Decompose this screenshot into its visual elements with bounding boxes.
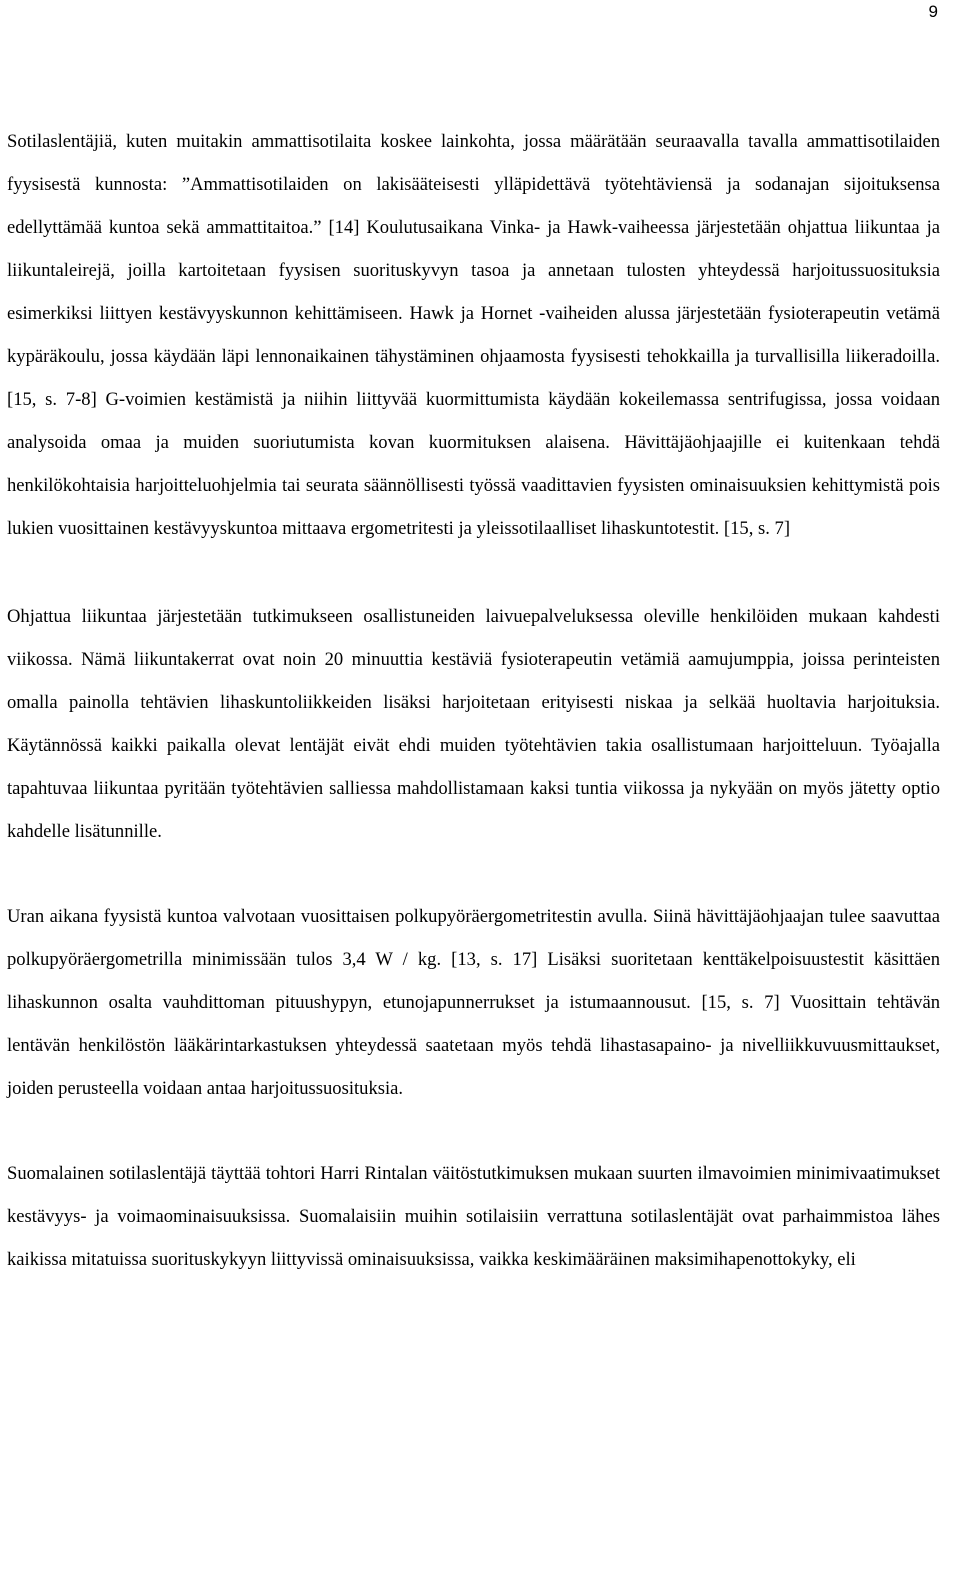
paragraph-3: Uran aikana fyysistä kuntoa valvotaan vuosittaisen polkupyöräergometritestin avulla. Siinä hävittäjäohjaajan tulee saavuttaa polkupyöräergometrilla minimissään tulos 3,4 W / kg. [13, s. 17] Lisäksi suoritetaan kenttäkelpoisuustestit käsittäen lihaskunnon osalta vauhdittoman pituushypyn, etunojapunnerrukset ja istumaannousut. [15, s. 7] Vuosittain tehtävän lentävän henkilöstön lääkärintarkastuksen yhteydessä saatetaan myös tehdä lihastasapaino- ja nivelliikkuvuusmittaukset, joiden perusteella voidaan antaa harjoitussuosituksia. bbox=[7, 906, 940, 1099]
page-number: 9 bbox=[928, 2, 938, 21]
paragraph-2: Ohjattua liikuntaa järjestetään tutkimukseen osallistuneiden laivuepalveluksessa oleville henkilöiden mukaan kahdesti viikossa. Nämä liikuntakerrat ovat noin 20 minuuttia kestäviä fysioterapeutin vetämiä aamujumppia, joissa perinteisten omalla painolla tehtävien lihaskuntoliikkeiden lisäksi harjoitetaan erityisesti niskaa ja selkää huoltavia harjoituksia. Käytännössä kaikki paikalla olevat lentäjät eivät ehdi muiden työtehtävien takia osallistumaan harjoitteluun. Työajalla tapahtuvaa liikuntaa pyritään työtehtävien salliessa mahdollistamaan kaksi tuntia viikossa ja nykyään on myös jätetty optio kahdelle lisätunnille. bbox=[7, 606, 940, 842]
paragraph-4: Suomalainen sotilaslentäjä täyttää tohtori Harri Rintalan väitöstutkimuksen mukaan suurten ilmavoimien minimivaatimukset kestävyys- ja voimaominaisuuksissa. Suomalaisiin muihin sotilaisiin verrattuna sotilaslentäjät ovat parhaimmistoa lähes kaikissa mitatuissa suorituskykyyn liittyvissä ominaisuuksissa, vaikka keskimääräinen maksimihapenottokyky, eli bbox=[7, 1163, 940, 1270]
paragraph-1: Sotilaslentäjiä, kuten muitakin ammattisotilaita koskee lainkohta, jossa määrätään seuraavalla tavalla ammattisotilaiden fyysisestä kunnosta: ”Ammattisotilaiden on lakisääteisesti ylläpidettävä työtehtäviensä ja sodanajan sijoituksensa edellyttämää kuntoa sekä ammattitaitoa.” [14] Koulutusaikana Vinka- ja Hawk-vaiheessa järjestetään ohjattua liikuntaa ja liikuntaleirejä, joilla kartoitetaan fyysisen suorituskyvyn tasoa ja annetaan tulosten yhteydessä harjoitussuosituksia esimerkiksi liittyen kestävyyskunnon kehittämiseen. Hawk ja Hornet -vaiheiden alussa järjestetään fysioterapeutin vetämä kypäräkoulu, jossa käydään läpi lennonaikainen tähystäminen ohjaamosta fyysisesti tehokkailla ja turvallisilla liikeradoilla. [15, s. 7-8] G-voimien kestämistä ja niihin liittyvää kuormittumista käydään kokeilemassa sentrifugissa, jossa voidaan analysoida omaa ja muiden suoriutumista kovan kuormituksen alaisena. Hävittäjäohjaajille ei kuitenkaan tehdä henkilökohtaisia harjoitteluohjelmia tai seurata säännöllisesti työssä vaadittavien fyysisten ominaisuuksien kehittymistä pois lukien vuosittainen kestävyyskuntoa mittaava ergometritesti ja yleissotilaalliset lihaskuntotestit. [15, s. 7] bbox=[7, 131, 940, 539]
document-body bbox=[7, 120, 940, 1281]
